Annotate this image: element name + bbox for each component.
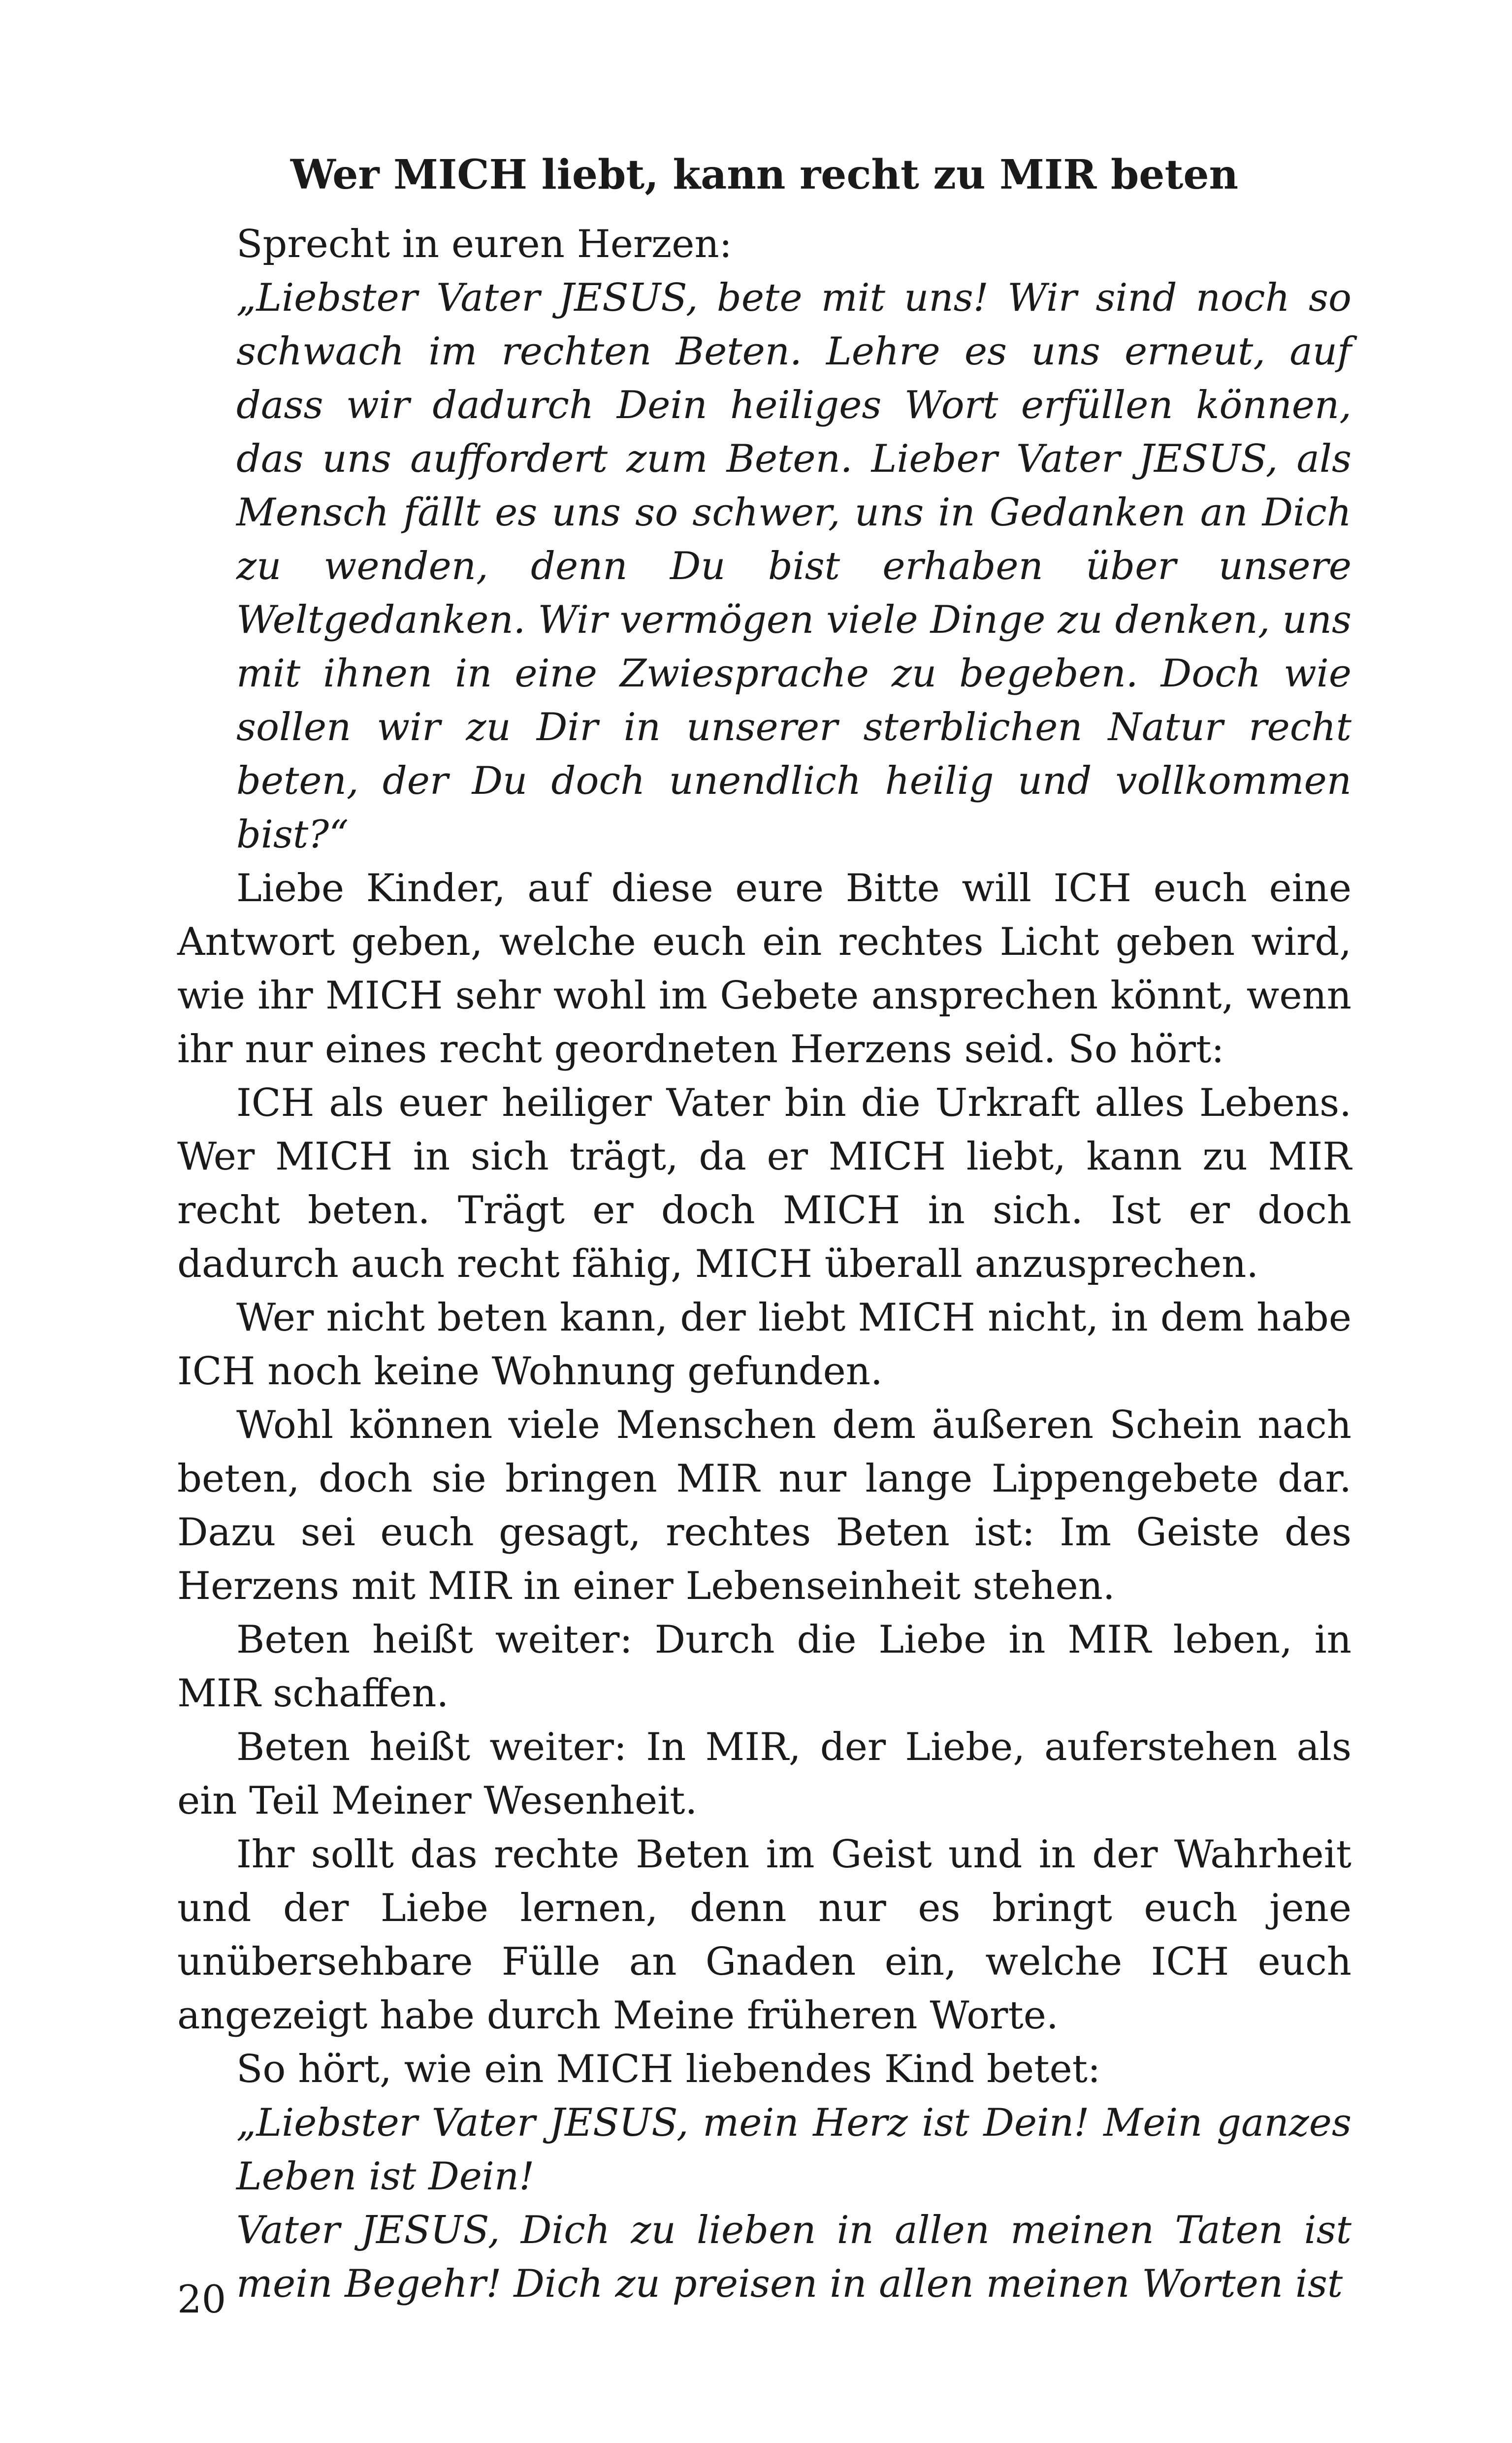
paragraph: Liebe Kinder, auf diese eure Bitte will ICH euch eine Antwort geben, welche euch ein rechtes Licht geben wird, wie ihr MICH sehr wohl im Gebete ansprechen könnt, wenn ihr nur eines recht geordneten Herzens seid. So hört: <box>177 866 1351 1072</box>
paragraph: Ihr sollt das rechte Beten im Geist und in der Wahrheit und der Liebe lernen, denn nur es bringt euch jene unübersehbare Fülle an Gnaden ein, welche ICH euch angezeigt habe durch Meine früheren Worte. <box>177 1832 1351 2038</box>
paragraph: Wer nicht beten kann, der liebt MICH nicht, in dem habe ICH noch keine Wohnung gefunden. <box>177 1296 1351 1394</box>
paragraph: Wohl können viele Menschen dem äußeren Schein nach beten, doch sie bringen MIR nur lange Lippengebete dar. Dazu sei euch gesagt, rechtes Beten ist: Im Geiste des Herzens mit MIR in einer Lebenseinheit stehen. <box>177 1403 1351 1608</box>
paragraph-prayer-intro: So hört, wie ein MICH liebendes Kind betet: <box>236 2047 1101 2091</box>
paragraph: Beten heißt weiter: In MIR, der Liebe, auferstehen als ein Teil Meiner Wesenheit. <box>177 1725 1351 1823</box>
paragraph: Beten heißt weiter: Durch die Liebe in MIR leben, in MIR schaffen. <box>177 1618 1351 1716</box>
page-content <box>177 148 1351 2311</box>
prayer-2: „Liebster Vater JESUS, mein Herz ist Dein! Mein ganzes Leben ist Dein! <box>236 2101 1351 2199</box>
prayer-1: „Liebster Vater JESUS, bete mit uns! Wir sind noch so schwach im rechten Beten. Lehre es uns erneut, auf dass wir dadurch Dein heiliges Wort erfüllen können, das uns auffordert zum Beten. Lieber Vater JESUS, als Mensch fällt es uns so schwer, uns in Gedanken an Dich zu wenden, denn Du bist erhaben über unsere Weltgedanken. Wir vermögen viele Dinge zu denken, uns mit ihnen in eine Zwiesprache zu begeben. Doch wie sollen wir zu Dir in unserer sterblichen Natur recht beten, der Du doch unendlich heilig und vollkommen bist?“ <box>236 276 1351 857</box>
page-number: 20 <box>177 2278 226 2322</box>
paragraph: ICH als euer heiliger Vater bin die Urkraft alles Lebens. Wer MICH in sich trägt, da er MICH liebt, kann zu MIR recht beten. Trägt er doch MICH in sich. Ist er doch dadurch auch recht fähig, MICH überall anzusprechen. <box>177 1081 1351 1286</box>
page-title: Wer MICH liebt, kann recht zu MIR beten <box>290 151 1239 198</box>
prayer-3: Vater JESUS, Dich zu lieben in allen meinen Taten ist mein Begehr! Dich zu preisen in allen meinen Worten ist <box>236 2208 1351 2306</box>
paragraph-intro: Sprecht in euren Herzen: <box>236 222 732 266</box>
